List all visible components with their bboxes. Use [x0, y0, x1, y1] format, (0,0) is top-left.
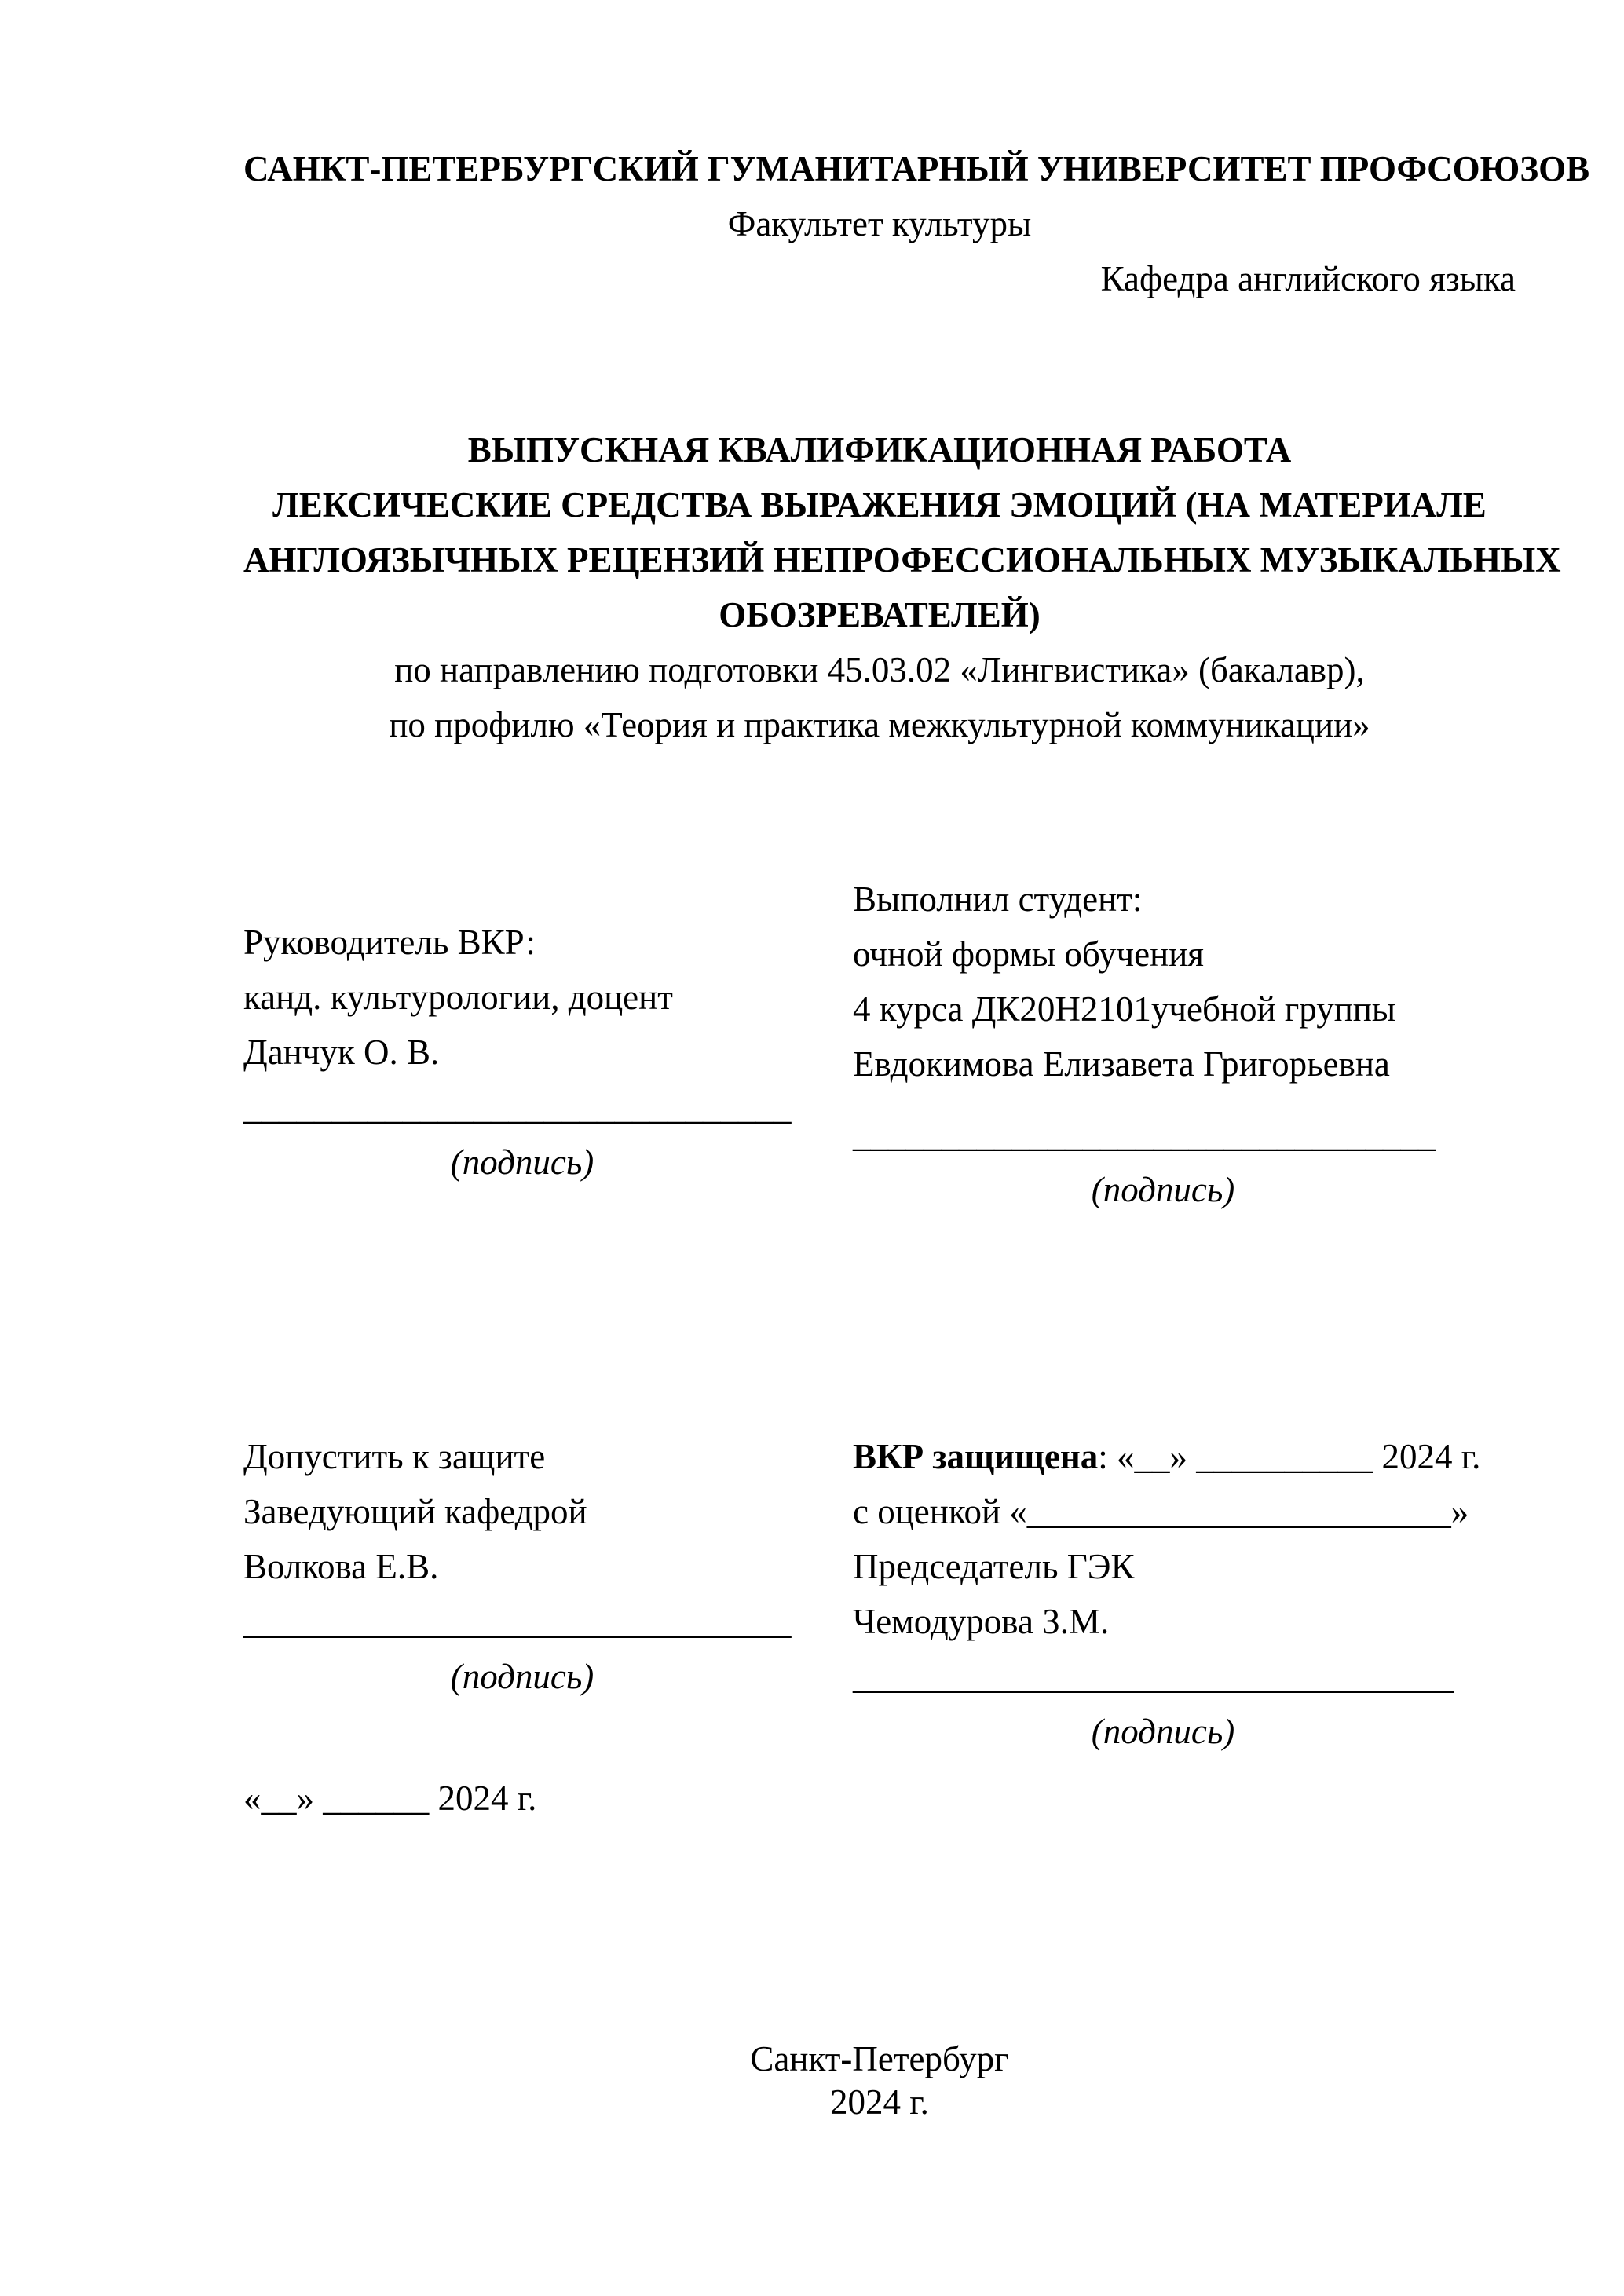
signatures-top-section	[243, 872, 1516, 1217]
admission-block	[243, 1429, 853, 1826]
thesis-title-line-2: АНГЛОЯЗЫЧНЫХ РЕЦЕНЗИЙ НЕПРОФЕССИОНАЛЬНЫХ МУЗЫКАЛЬНЫХ	[243, 540, 1561, 579]
footer-year: 2024 г.	[830, 2082, 929, 2122]
student-signature-caption: (подпись)	[1091, 1170, 1235, 1209]
student-name: Евдокимова Елизавета Григорьевна	[853, 1044, 1390, 1084]
defense-signature-line: __________________________________	[853, 1657, 1454, 1696]
defense-signature-caption: (подпись)	[1091, 1712, 1235, 1751]
footer-block	[243, 2038, 1516, 2124]
defense-date-line	[853, 1429, 1516, 1484]
defense-label: ВКР защищена	[853, 1437, 1099, 1476]
admission-line-2: Заведующий кафедрой	[243, 1492, 587, 1531]
student-group: 4 курса ДК20Н2101учебной группы	[853, 989, 1396, 1029]
faculty-name: Факультет культуры	[727, 204, 1032, 243]
supervisor-signature-line: _______________________________	[243, 1088, 792, 1127]
supervisor-block	[243, 872, 853, 1190]
header-block	[243, 141, 1590, 306]
student-block	[853, 872, 1516, 1217]
defense-date-blank: : «__» __________ 2024 г.	[1098, 1437, 1481, 1476]
admission-signature-caption: (подпись)	[450, 1657, 594, 1696]
student-signature-line: _________________________________	[853, 1115, 1436, 1154]
supervisor-degree: канд. культурологии, доцент	[243, 978, 673, 1017]
title-block	[243, 422, 1561, 752]
supervisor-name: Данчук О. В.	[243, 1033, 440, 1072]
defense-block	[853, 1429, 1516, 1759]
supervisor-signature-caption: (подпись)	[450, 1143, 594, 1182]
committee-chair-name: Чемодурова З.М.	[853, 1602, 1110, 1641]
student-study-form: очной формы обучения	[853, 934, 1204, 974]
department-head-name: Волкова Е.В.	[243, 1547, 439, 1586]
supervisor-role: Руководитель ВКР:	[243, 923, 536, 962]
admission-line-1: Допустить к защите	[243, 1437, 546, 1476]
committee-chair-role: Председатель ГЭК	[853, 1547, 1135, 1586]
footer-city: Санкт-Петербург	[750, 2039, 1009, 2078]
thesis-title-line-3: ОБОЗРЕВАТЕЛЕЙ)	[719, 595, 1041, 634]
signatures-bottom-section	[243, 1429, 1516, 1826]
defense-grade-line: с оценкой «________________________»	[853, 1492, 1469, 1531]
student-role: Выполнил студент:	[853, 879, 1143, 919]
work-type-heading: ВЫПУСКНАЯ КВАЛИФИКАЦИОННАЯ РАБОТА	[467, 430, 1292, 470]
admission-signature-line: _______________________________	[243, 1602, 792, 1641]
spacer	[243, 1704, 853, 1759]
program-line: по направлению подготовки 45.03.02 «Лингвистика» (бакалавр),	[394, 650, 1365, 689]
admission-date-line: «__» ______ 2024 г.	[243, 1779, 537, 1818]
thesis-title-line-1: ЛЕКСИЧЕСКИЕ СРЕДСТВА ВЫРАЖЕНИЯ ЭМОЦИЙ (НА МАТЕРИАЛЕ	[272, 485, 1487, 525]
department-name: Кафедра английского языка	[1100, 259, 1516, 298]
university-name: САНКТ-ПЕТЕРБУРГСКИЙ ГУМАНИТАРНЫЙ УНИВЕРСИТЕТ ПРОФСОЮЗОВ	[243, 149, 1590, 188]
profile-line: по профилю «Теория и практика межкультурной коммуникации»	[389, 705, 1370, 744]
